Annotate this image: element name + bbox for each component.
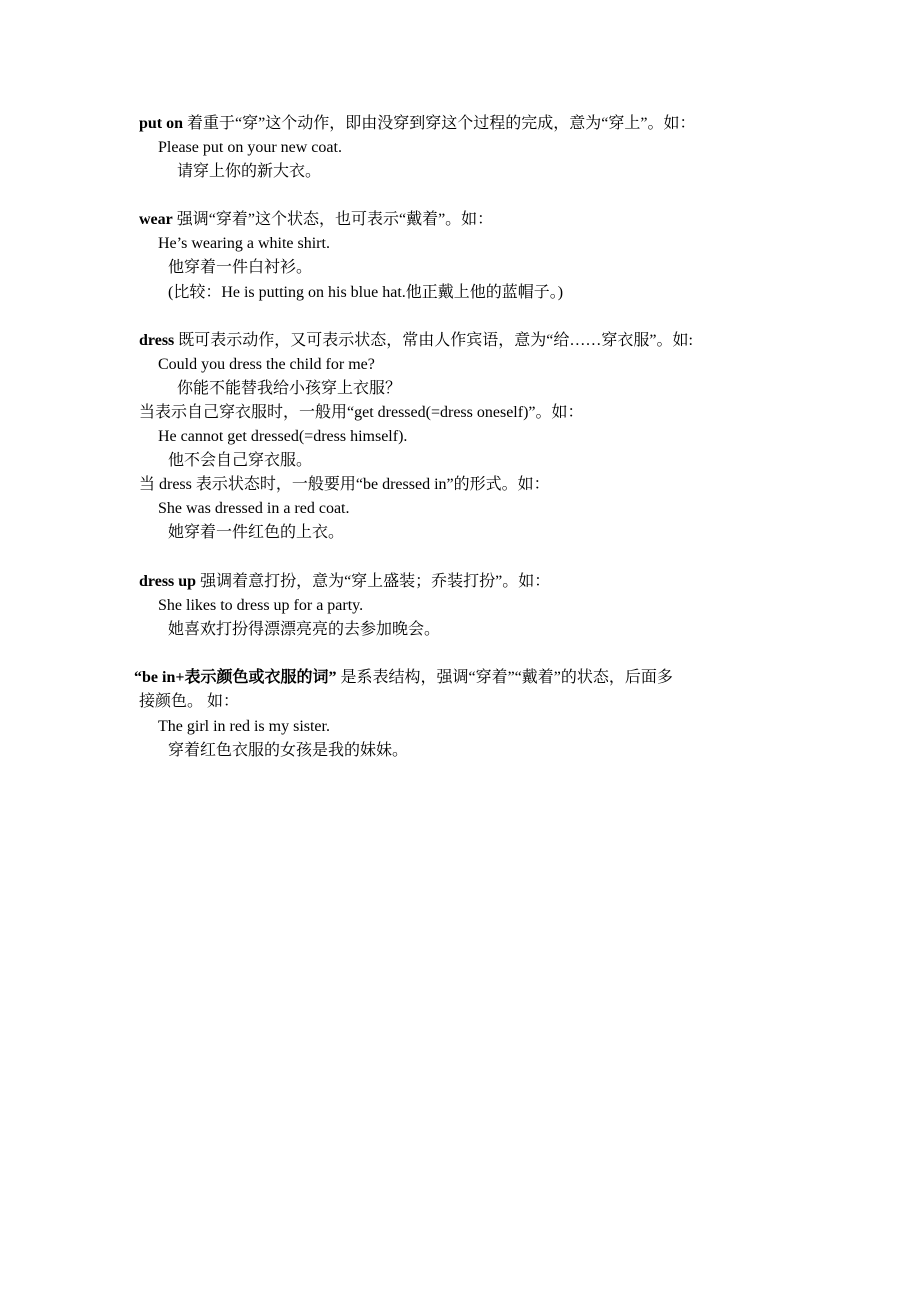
wear-example-en: He’s wearing a white shirt.: [158, 235, 330, 252]
dress-up-description: 强调着意打扮，意为“穿上盛装；乔装打扮”。如：: [196, 573, 551, 590]
dress-note1: 当表示自己穿衣服时，一般用“get dressed(=dress oneself)”。如：: [139, 404, 584, 421]
dress-note2: 当 dress 表示状态时，一般要用“be dressed in”的形式。如：: [139, 476, 550, 493]
be-in-description-cont: 接颜色。 如：: [139, 693, 240, 710]
be-in-definition: [134, 668, 673, 688]
wear-compare: (比较：He is putting on his blue hat.他正戴上他的蓝帽子。): [168, 284, 564, 301]
be-in-description: 是系表结构，强调“穿着”“戴着”的状态，后面多: [336, 669, 673, 686]
dress-example1-zh: 你能不能替我给小孩穿上衣服？: [177, 380, 402, 397]
dress-example1-en: Could you dress the child for me?: [158, 356, 375, 373]
put-on-example-en: Please put on your new coat.: [158, 139, 342, 156]
dress-definition: [139, 331, 693, 351]
term-put-on: put on: [139, 115, 184, 132]
dress-example3-en: She was dressed in a red coat.: [158, 500, 350, 517]
term-dress: dress: [139, 332, 175, 349]
term-be-in: “be in+表示颜色或衣服的词”: [134, 669, 337, 686]
put-on-example-zh: 请穿上你的新大衣。: [177, 163, 322, 180]
dress-up-example-zh: 她喜欢打扮得漂漂亮亮的去参加晚会。: [168, 621, 441, 638]
be-in-example-zh: 穿着红色衣服的女孩是我的妹妹。: [168, 742, 409, 759]
dress-example3-zh: 她穿着一件红色的上衣。: [168, 524, 345, 541]
dress-example2-zh: 他不会自己穿衣服。: [168, 452, 313, 469]
wear-description: 强调“穿着”这个状态，也可表示“戴着”。如：: [172, 211, 494, 228]
term-dress-up: dress up: [139, 573, 197, 590]
dress-up-definition: [139, 572, 550, 592]
be-in-example-en: The girl in red is my sister.: [158, 718, 330, 735]
wear-example-zh: 他穿着一件白衬衫。: [168, 259, 313, 276]
wear-definition: [139, 210, 493, 230]
put-on-description: 着重于“穿”这个动作，即由没穿到穿这个过程的完成，意为“穿上”。如：: [183, 115, 696, 132]
term-wear: wear: [139, 211, 173, 228]
dress-up-example-en: She likes to dress up for a party.: [158, 597, 364, 614]
dress-description: 既可表示动作，又可表示状态，常由人作宾语，意为“给……穿衣服”。如:: [174, 332, 693, 349]
dress-example2-en: He cannot get dressed(=dress himself).: [158, 428, 408, 445]
put-on-definition: [139, 114, 695, 134]
